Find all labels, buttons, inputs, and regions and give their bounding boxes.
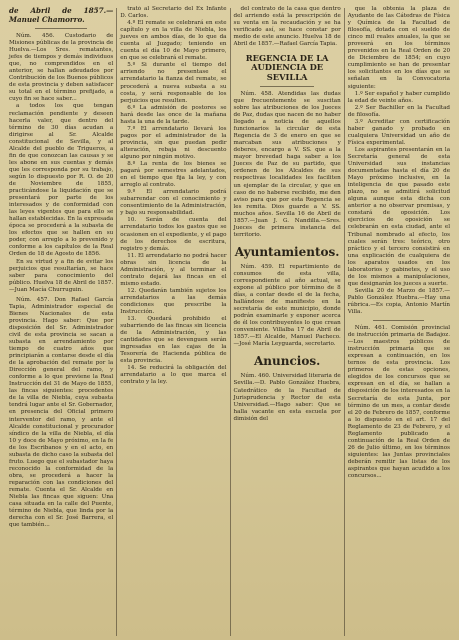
requirement-item: 2.º Ser Bachiller en la Facultad de filosofía. xyxy=(347,104,451,118)
notice-457: Núm. 457. Don Rafael García Tapia, Administrador especial de Bienes Nacionales de esta provincia. Hago saber: Que por disposición del Sr. Administrador civil de esta provincia se sacan a subasta en arrendamiento por tiempo de cuatro años que principiarán a contarse desde el día de la aprobación del remate por la Dirección general del ramo, y conforme a lo que previene la Real Instrucción del 31 de Mayo de 1855, las fincas siguientes: procedentes de la villa de Niebla, cuya subasta tendrá lugar ante el Sr. Gobernador, en presencia del Oficial primero interventor del ramo, y ante el Alcalde constitucional y procurador síndico de la villa de Niebla, el día 10 y doce de Mayo próximo, en la fe de los Escribanos y en el acto, en subasta de dicho caso la subasta del fruto. Luego que el subastador haya reconocido la conformidad de la obra, se procederá a hacer la reparación con las condiciones del remate. Cuenta el Sr. Alcalde en Niebla las fincas que siguen: Una casa situada en la calle del Puente, término de Niebla, que linda por la derecha con el Sr. José Barrera, el que también... xyxy=(9,296,114,529)
divider xyxy=(373,320,424,321)
condition-item: 9.º El arrendatario podrá subarrendar con el conocimiento y consentimiento de la Administración, y bajo su responsabilidad. xyxy=(120,189,227,217)
notice-456-end: En su virtud y a fin de evitar los perjuicios que resultarían, se hace saber para conocimiento del público. Huelva 18 de Abril de 1857.—Juan Macía Churruguin. xyxy=(9,258,114,293)
condition-item: 12. Quedarán también sujetos los arrendatarios a las demás condiciones que prescribe la Instrucción. xyxy=(120,287,227,316)
condition-item: 11. El arrendatario no podrá hacer obras sin licencia de la Administración, y al terminar el contrato dejará las fincas en el mismo estado. xyxy=(120,252,227,287)
column-1 xyxy=(6,6,116,640)
column-2-top: trató al Secretario del Ex Infante D. Carlos. xyxy=(120,6,227,20)
condition-item: 6.º La admisión de postores se hará desde las once de la mañana hasta la una de la tarde. xyxy=(120,104,227,125)
condition-item: 13. Quedará prohibido el subarriendo de las fincas sin licencia de la Administración, y las cantidades que se devenguen serán ingresadas en las cajas de la Tesorería de Hacienda pública de esta provincia. xyxy=(120,316,227,365)
condition-item: 7.º El arrendatario llevará los pagos por el administrador de la provincia, sin que puedan pedir alteración, rebaja ni descuento alguno por ningún motivo. xyxy=(120,125,227,160)
column-rule xyxy=(230,8,231,636)
column-4 xyxy=(345,6,453,640)
column-4-signature: Sevilla 20 de Marzo de 1857.—Pablo González Huebra.—Hay una rúbrica.—Es copia, Antonio Martín Villa. xyxy=(347,287,451,316)
divider xyxy=(260,86,314,87)
requirement-item: 1.º Ser español y haber cumplido la edad de veinte años. xyxy=(347,90,451,104)
condition-item: 5.º Si durante el tiempo del arriendo no presentase el arrendatario la fianza del remate, se procederá a nueva subasta a su costa, y será responsable de los perjuicios que resulten. xyxy=(120,62,227,104)
section-title-ayuntamientos: Ayuntamientos. xyxy=(234,244,340,259)
divider xyxy=(35,28,87,29)
condition-item: 14. Se reducirá la obligación del arrendatario a lo que marca el contrato y la ley. xyxy=(120,365,227,386)
condition-item: 10. Serán de cuenta del arrendatario todos los gastos que se ocasionen en el expediente, y el pago de los derechos de escritura, registro y demás. xyxy=(120,217,227,252)
notice-459: Núm. 459. El repartimiento de consumos de esta villa, correspondiente al año actual, se expone al público por término de 8 días, a contar desde el de la fecha, hallándose de manifiesto en la secretaría de este municipio, donde podrán examinarle y exponer acerca de él los contribuyentes lo que crean conveniente. Villalba 17 de Abril de 1857.—El Alcalde, Manuel Pacheco.—José María Leyguarda, secretario. xyxy=(233,263,341,348)
requirement-item: 3.º Acreditar con certificación haber ganado y probado en cualquiera Universidad un año de Física experimental. xyxy=(347,118,451,146)
section-title-anuncios: Anuncios. xyxy=(253,354,321,369)
section-title-regencia: REGENCIA DE LA AUDIENCIA DE SEVILLA xyxy=(245,53,329,82)
condition-item: 8.º La renta de los bienes se pagará por semestres adelantados, en el tiempo que fija la ley, y con arreglo al contrato. xyxy=(120,161,227,189)
notice-456-title: Núm. 456. Custodario de Misiones públicas de la provincia de Huelva.—Los Sres. rematantes, jefes de tiempos y demás individuos que, no comprendidos en el anterior, se hallan adeudados por Contribución de los Buenos públicos de esta provincia y deben satisfacer su total en el término prefijado, a cuyo fin se hace saber... xyxy=(9,33,114,103)
notice-461: Núm. 461. Comisión provincial de instrucción primaria de Badajoz.—Los maestros públicos de instrucción primaria que se expresan a continuación, en los ternos de esta provincia. Los primeros de estas opciones, elegidos de los concursos que se expresan en el día, se hallan a disposición de los interesados en la Secretaría de esta Junta, por término de un mes, a contar desde el 20 de Febrero de 1857, conforme a lo dispuesto en el art. 17 del Reglamento de 23 de Febrero, y el Reglamento publicado a continuación de la Real Orden de 26 de Julio último, en los términos siguientes: las Juntas provinciales deberán remitir las listas de los aspirantes que hayan acudido a los concursos... xyxy=(347,325,451,480)
column-2 xyxy=(117,6,229,640)
column-3 xyxy=(231,6,344,640)
notice-456-body: a todos los que tengan reclamación pendiente y deseen hacerla valer, que dentro del término de 30 días acudan a dirigirse al Sr. Alcalde constitucional de Sevilla, y al Alcalde del pueblo de Trigueros, a fin de que conozcan las causas y se les abone en sus cuentas y demás que les corresponda por su trabajo, según lo dispuesto por R. O. de 20 de Noviembre de 1855, practicándose la liquidación que se presentará por parte de los interesados y de conformidad con las leyes vigentes que para ello se hallan establecidas. En la expresada época se procederá a la subasta de los efectos que se hallen en su poder, con arreglo a lo prevenido y conforme a los capítulos de la Real Orden de 18 de Agosto de 1856. xyxy=(9,103,114,258)
column-rule xyxy=(344,8,345,636)
column-3-top: del contrato de la casa que dentro del arriendo está la prescripción de su venta en la recaudación y se ha verificado así, se hace constar por medio de este anuncio. Huelva 18 de Abril de 1857.—Rafael García Tapia. xyxy=(233,6,341,48)
notice-458: Núm. 458. Atendidas las dudas que frecuentemente se suscitan sobre las atribuciones de los Jueces de Paz, dudas que nacen de no haber llegado a noticia de aquellos funcionarios la circular de esta Regencia de 3 de enero en que se marcaban sus atribuciones y deberes, encargo a V. SS. que a la mayor brevedad haga saber a los Jueces de Paz de su partido, que ordenen de los Alcaldes de sus respectivas localidades les faciliten un ejemplar de la circular, y que en caso de no haberse recibido, me den aviso para que por esta Regencia se les remita. Dios guarde a V. SS. muchos años. Sevilla 16 de Abril de 1857.—Juan J. G. Nandilla.—Sres. Jueces de primera instancia del territorio. xyxy=(233,90,341,238)
condition-item: 4.º El remate se celebrará en este capítulo y en la villa de Niebla, los jueves en ambos días, de lo que da cuenta al Juzgado; teniendo en cuenta el día 10 de Mayo primero, en que se celebrará el remate. xyxy=(120,20,227,62)
column-4-body: Los aspirantes presentarán en la Secretaría general de esta Universidad sus instancias documentadas hasta el día 20 de Mayo próximo inclusive, en la inteligencia de que pasado este plazo, no se admitirá solicitud alguna aunque esta dicha con anterior a no observar premisas, y constará de oposición. Los ejercicios de oposición se celebrarán en esta ciudad, ante el Tribunal nombrado al efecto, los cuales serán tres: teórico, otro práctico y el tercero consistirá en una explicación de cualquiera de los aparatos usados en los laboratorios y gabinetes, y el uso de los mismos a manipulaciones, que designarán los jueces a suerte. xyxy=(347,146,451,287)
column-rule xyxy=(116,8,117,636)
column-4-top: que la obtenía la plaza de Ayudante de las Cátedras de Física y Química de la Facultad de filosofía, dotada con el sueldo de cinco mil reales anuales, la que se proveerá en los términos prevenidos en la Real Orden de 20 de Diciembre de 1854; en cuyo cumplimiento se han de presentar los solicitantes en los días que se señalan en la Convocatoria siguiente: xyxy=(347,6,451,90)
notice-460: Núm. 460. Universidad literaria de Sevilla.—D. Pablo González Huebra, Catedrático de la Facultad de Jurisprudencia y Rector de esta Universidad.—Hago saber: Que se halla vacante en esta escuela por dimisión del xyxy=(233,373,341,422)
column-1-header-line: de Abril de 1857.—Manuel Chamorro. xyxy=(9,6,114,24)
